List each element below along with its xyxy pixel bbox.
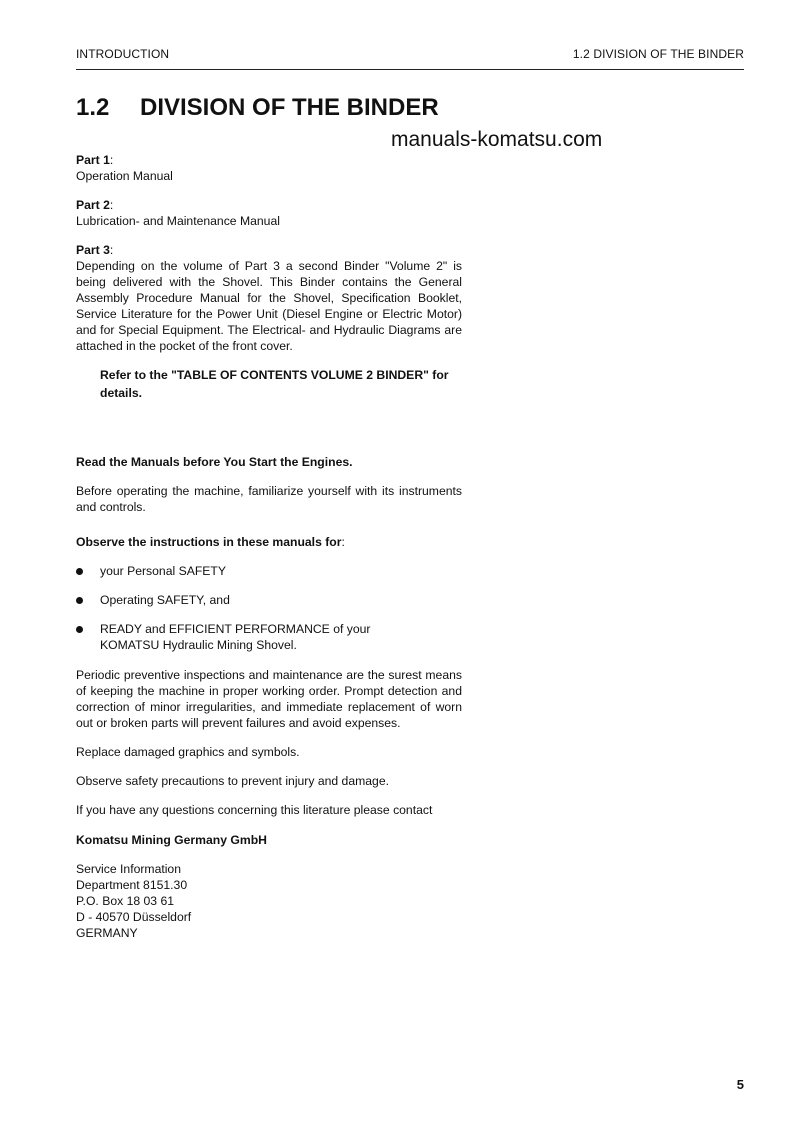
part-2 [76, 197, 462, 229]
address-line: Service Information [76, 862, 181, 876]
instruction-list [76, 563, 462, 653]
contact-paragraph: If you have any questions concerning this literature please contact [76, 803, 433, 817]
part-text: Lubrication- and Maintenance Manual [76, 214, 280, 228]
part-colon: : [109, 198, 114, 212]
watermark-text: manuals-komatsu.com [391, 128, 603, 151]
part-colon: : [109, 243, 114, 257]
address-block [76, 861, 462, 941]
read-heading: Read the Manuals before You Start the Engines. [76, 455, 353, 469]
list-item: READY and EFFICIENT PERFORMANCE of your KOMATSU Hydraulic Mining Shovel. [76, 621, 462, 653]
part-colon: : [109, 153, 114, 167]
address-line: Department 8151.30 [76, 878, 188, 892]
part-3 [76, 242, 462, 354]
list-item: Operating SAFETY, and [76, 592, 462, 608]
part-label: Part 2 [76, 198, 110, 212]
title-text: DIVISION OF THE BINDER [140, 94, 439, 121]
part-text: Depending on the volume of Part 3 a second Binder "Volume 2" is being delivered with the Shovel. This Binder contains the General Assembly Procedure Manual for the Shovel, Specification Booklet, Service Literature for the Power Unit (Diesel Engine or Electric Motor) and for Special Equipment. The Electrical- and Hydraulic Diagrams are attached in the pocket of the front cover. [76, 259, 462, 353]
address-line: D - 40570 Düsseldorf [76, 910, 192, 924]
list-item: your Personal SAFETY [76, 563, 462, 579]
address-line: GERMANY [76, 926, 138, 940]
inspection-paragraph: Periodic preventive inspections and maintenance are the surest means of keeping the machine in proper working order. Prompt detection and correction of minor irregularities, and immediate replacement of worn out or broken parts will prevent failures and avoid expenses. [76, 668, 462, 730]
observe-heading-text: Observe the instructions in these manuals for [76, 535, 342, 549]
bullet-icon [76, 626, 83, 633]
page-title [76, 94, 439, 122]
address-line: P.O. Box 18 03 61 [76, 894, 175, 908]
part-text: Operation Manual [76, 169, 173, 183]
company-name: Komatsu Mining Germany GmbH [76, 833, 267, 847]
observe-heading [76, 534, 462, 550]
bullet-icon [76, 597, 83, 604]
page-number: 5 [736, 1077, 744, 1092]
part-1 [76, 152, 462, 184]
read-text: Before operating the machine, familiarize yourself with its instruments and controls. [76, 484, 462, 514]
safety-paragraph: Observe safety precautions to prevent injury and damage. [76, 774, 389, 788]
refer-note: Refer to the "TABLE OF CONTENTS VOLUME 2 BINDER" for details. [100, 368, 449, 400]
observe-heading-colon: : [341, 535, 345, 549]
title-number: 1.2 [76, 94, 110, 121]
header-divider [76, 69, 744, 70]
part-label: Part 1 [76, 153, 110, 167]
header-chapter-label: 1.2 DIVISION OF THE BINDER [572, 47, 744, 61]
graphics-paragraph: Replace damaged graphics and symbols. [76, 745, 300, 759]
body-column [76, 152, 462, 941]
part-label: Part 3 [76, 243, 110, 257]
header-section-label: INTRODUCTION [76, 47, 170, 61]
bullet-icon [76, 568, 83, 575]
